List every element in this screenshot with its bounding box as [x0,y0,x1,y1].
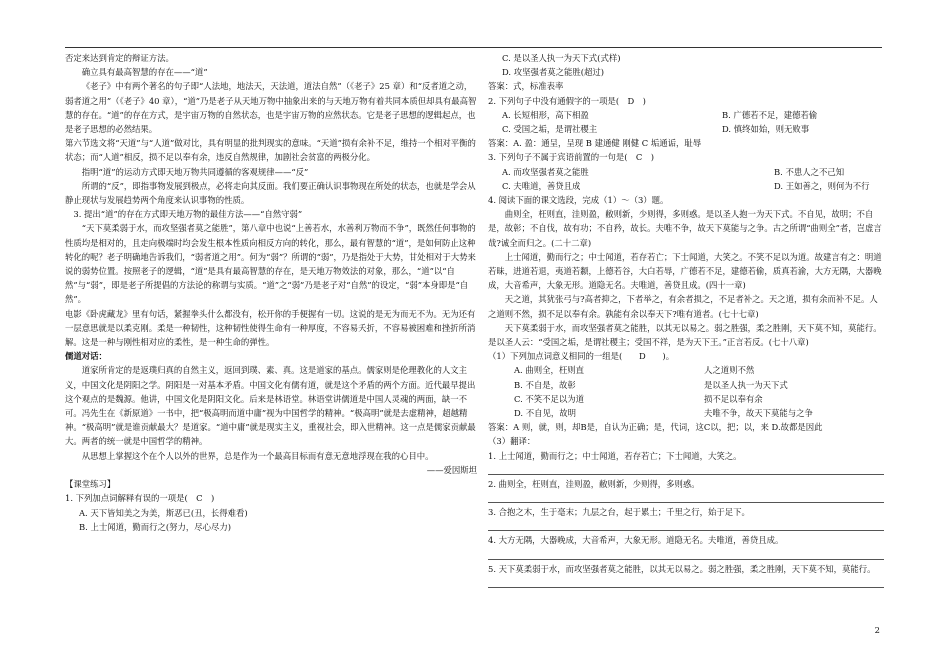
exercise-line: D. 攻坚强者莫之能胜(超过) [502,67,605,78]
paragraph: 1. 下列加点词解释有误的一项是( C ) [65,493,215,504]
q2-option-c: C. 受国之垢，是谓社稷主 [502,124,598,135]
q2-option-d: D. 慎终如始，则无败事 [722,124,810,135]
paragraph: 第六节选文将“天道”与“人道”做对比，具有明显的批判现实的意味。“天道”损有余补不足，维持一个相对平衡的状态；而“人道”相反，损不足以奉有余，违反自然规律，加剧社会贫富的两极分化。 [65,138,476,163]
q4-sub3-title: （3）翻译： [488,436,536,447]
q4-sub1-title: （1）下列加点词意义相同的一组是( D )。 [488,351,675,362]
q3-option-c: C. 夫唯道，善贷且成 [502,180,581,191]
translation-prompt: 1. 上士闻道，勤而行之；中士闻道，若存若亡；下士闻道，大笑之。 [488,450,742,461]
translation-prompt: 3. 合抱之木，生于毫末；九层之台，起于累土；千里之行，始于足下。 [488,507,750,518]
answer-line[interactable] [488,548,884,560]
paragraph: 从思想上掌握这个在个人以外的世界，总是作为一个最高目标而有意无意地浮现在我的心目中。 [81,450,434,461]
passage-paragraph: 曲则全，枉则直，洼则盈，敝则新，少则得，多则惑。是以圣人抱一为天下式。不自见，故明；不自是，故彰；不自伐，故有功；不自矜，故长。夫唯不争，故天下莫能与之争。古之所谓“曲则全”者，岂虚言哉?诚全而归之。(二十二章) [488,209,882,248]
paragraph: 确立具有最高智慧的存在——“道” [81,67,208,78]
passage-paragraph: 天之道，其犹张弓与?高者抑之，下者举之，有余者损之，不足者补之。天之道，损有余而补不足。人之道则不然，损不足以奉有余。孰能有余以奉天下?唯有道者。(七十七章) [488,294,878,319]
q4-sub1-option-a2: 人之道则不然 [704,365,755,376]
paragraph: 所谓的“反”，即指事物发展到极点，必将走向其反面。我们要正确认识事物现在所处的状态，也就是学会从静止现状与发展趋势两个角度来认识事物的性质。 [65,180,476,206]
q3-option-row [488,179,884,193]
translation-prompt: 4. 大方无隅，大器晚成，大音希声，大象无形。道隐无名。夫唯道，善贷且成。 [488,535,784,546]
q4-sub1-option-row [488,363,884,377]
paragraph: ——爱因斯坦 [426,464,477,475]
q4-sub1-answer: 答案：A 则，就，则，却B是，自认为正确；是，代词，这C以，把；以，来 D.故都是因此 [488,422,823,433]
q4-sub1-option-row [488,378,884,392]
q3-option-row [488,165,884,179]
q3-option-a: A. 而攻坚强者莫之能胜 [502,166,589,177]
header-rule [65,47,882,48]
q4-sub1-option-c2: 损不足以奉有余 [704,393,763,404]
answer-line[interactable] [488,491,884,503]
passage-paragraph: 上士闻道，勤而行之；中士闻道，若存若亡；下士闻道，大笑之。不笑不足以为道。故建言有之：明道若昧，进道若退，夷道若颣，上德若谷，大白若辱，广德若不足，建德若偷，质真若渝，大方无隅，大器晚成，大音希声，大象无形。道隐无名。夫唯道，善贷且成。(四十一章) [488,251,882,291]
answer-line[interactable] [488,463,884,475]
q4-sub1-option-c: C. 不笑不足以为道 [514,393,585,404]
q4-sub1-option-row [488,406,884,420]
q2-answer: 答案：A. 盈：通呈，呈现 B 建通健 刚健 C 垢通诟，耻辱 [488,138,702,149]
q4-sub1-option-row [488,392,884,406]
q2-option-row [488,122,884,136]
q3-option-b: B. 不患人之不己知 [774,166,845,177]
translation-prompt: 5. 天下莫柔弱于水，而攻坚强者莫之能胜，以其无以易之。弱之胜强，柔之胜刚，天下莫不知，莫能行。 [488,563,876,574]
paragraph: 指明“道”的运动方式即天地万物共同遵循的客观规律——“反” [81,166,309,177]
q2-option-a: A. 长短相形，高下相盈 [502,109,589,120]
q4-sub1-option-d2: 夫唯不争，故天下莫能与之争 [704,408,813,419]
paragraph: 【课堂练习】 [65,479,116,490]
left-column [65,51,477,534]
q2-option-row [488,108,884,122]
paragraph: B. 上士闻道，勤而行之(努力，尽心尽力) [79,521,232,532]
answer-line[interactable] [488,576,884,588]
q4-title: 4. 阅读下面的课文选段，完成（1）～（3）题。 [488,195,669,206]
q2-option-b: B. 广德若不足，建德若偷 [722,109,818,120]
paragraph: A. 天下皆知美之为美，斯恶已(丑，长得难看) [79,507,248,518]
passage-paragraph: 天下莫柔弱于水，而攻坚强者莫之能胜，以其无以易之。弱之胜强，柔之胜刚，天下莫不知，莫能行。是以圣人云：“受国之垢，是谓社稷主；受国不祥，是为天下王。”正言若反。(七十八章) [488,322,882,348]
q4-sub1-option-a: A. 曲则全，枉则直 [514,365,584,376]
q4-sub1-option-b2: 是以圣人执一为天下式 [704,379,788,390]
page-number: 2 [874,624,880,635]
paragraph: 道家所肯定的是返璞归真的自然主义，返回到璞、素、真。这是道家的基点。儒家则是伦理教化的人文主义，中国文化是阴阳之学。阴阳是一对基本矛盾。中国文化有儒有道，就是这个矛盾的两个方面。近代最早提出这个观点的是魏源。他讲，中国文化是阴阳文化。后来是林语堂。林语堂讲儒道是中国人灵魂的两面，缺一不可。冯先生在《新原道》一书中，把“极高明而道中庸”视为中国哲学的精神。“极高明”就是去虚精神，超越精神。“极高明”就是谁贡献最大？是道家。“道中庸”就是现实主义，重视社会，即入世精神。这一点是儒家贡献最大。两者的统一就是中国哲学的精神。 [65,365,476,447]
paragraph: 否定来达到肯定的辩证方法。 [65,53,174,63]
right-column [488,51,884,590]
q3-option-d: D. 王如善之，则何为不行 [774,180,870,191]
q3-title: 3. 下列句子不属于宾语前置的一句是( C ) [488,152,654,163]
section-heading: 儒道对话： [65,351,107,362]
paragraph: 3. 提出“道”的存在方式即天地万物的最佳方法——“自然守弱” [73,209,303,220]
q4-sub1-option-b: B. 不自是，故彰 [514,379,576,390]
translation-prompt: 2. 曲则全，枉则直，洼则盈，敝则新，少则得，多则惑。 [488,478,700,489]
answer-line[interactable] [488,519,884,531]
exercise-line: 2. 下列句子中没有通假字的一项是( D ) [488,95,646,106]
paragraph: “天下莫柔弱于水，而攻坚强者莫之能胜”，第八章中也说“上善若水，水善利万物而不争”，既然任何事物的性质均是相对的，且走向极端时均会发生根本性质向相反方向的转化，那么，最有智慧的“道”，是如何防止这种转化的呢？老子明确地告诉我们，“弱者道之用”。何为“弱”？所谓的“弱”，乃是指处于大势，甘处相对于大势来说的弱势位置。按照老子的逻辑，“道”是具有最高智慧的存在，是天地万物效法的对象，那么，“道”以“自然”与“弱”，即是老子所提倡的方法论的称谓与实质。“道”之“弱”乃是老子对“自然”的设定，“弱”本身即是“自然”。 [65,223,476,305]
exercise-line: C. 是以圣人执一为天下式(式样) [502,53,621,63]
paragraph: 电影《卧虎藏龙》里有句话，紧握拳头什么都没有，松开你的手便握有一切。这说的是无为而无不为。无为还有一层意思就是以柔克刚。柔是一种韧性，这种韧性使得生命有一种厚度，不容易夭折，不容易被困难和挫折所消解。这是一种与刚性相对应的柔性，是一种生命的弹性。 [65,308,476,348]
q4-sub1-option-d: D. 不自见，故明 [514,408,576,419]
exercise-line: 答案：式，标准表率 [488,81,564,92]
paragraph: 《老子》中有两个著名的句子即“人法地，地法天，天法道，道法自然”（《老子》25 章）和“反者道之动，弱者道之用”（《老子》40 章），“道”乃是老子从天地万物中抽象出来的与天地万物有着共同本质但却具有最高智慧的存在。“道”的存在方式，是宇宙万物的自然状态，也是宇宙万物的应然状态。它是老子思想的逻辑起点，也是老子思想的必然结果。 [65,81,477,135]
